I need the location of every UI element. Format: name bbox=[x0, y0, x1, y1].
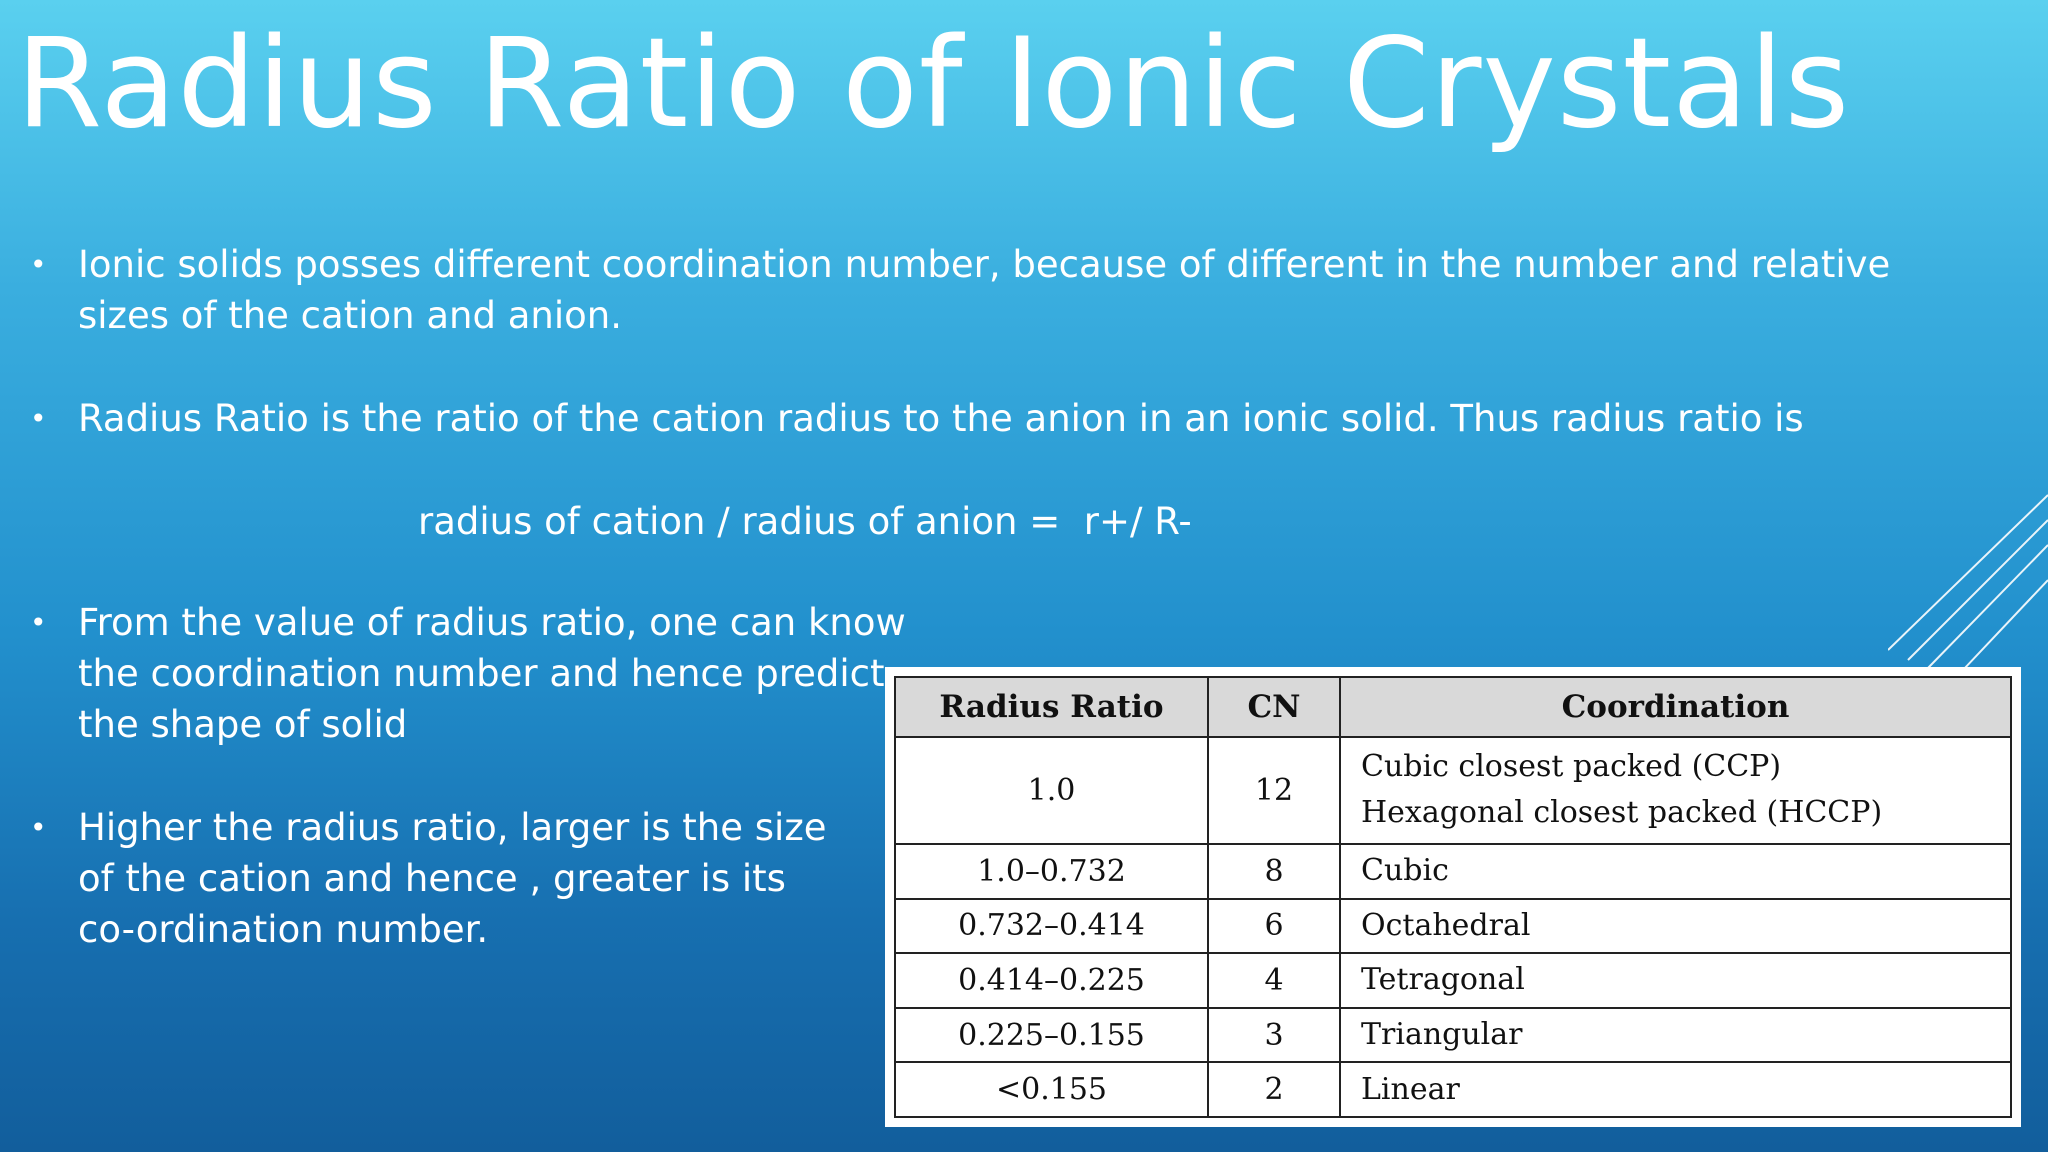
cell-coordination bbox=[1340, 737, 2011, 844]
table-row bbox=[895, 1008, 2011, 1063]
table-row bbox=[895, 737, 2011, 844]
cell-coordination: Tetragonal bbox=[1340, 953, 2011, 1008]
header-radius-ratio: Radius Ratio bbox=[895, 677, 1208, 737]
table-header-row bbox=[895, 677, 2011, 737]
cell-radius-ratio: <0.155 bbox=[895, 1062, 1208, 1117]
bullet-item bbox=[30, 597, 930, 750]
bullet-item bbox=[30, 393, 1990, 444]
header-coordination: Coordination bbox=[1340, 677, 2011, 737]
coordination-line: Hexagonal closest packed (HCCP) bbox=[1361, 795, 1883, 831]
radius-ratio-formula: radius of cation / radius of anion = r+/ R- bbox=[418, 500, 1192, 543]
bullet-icon: • bbox=[30, 606, 47, 639]
table-row bbox=[895, 1062, 2011, 1117]
decorative-lines bbox=[1888, 490, 2048, 680]
table-row bbox=[895, 953, 2011, 1008]
cell-cn: 12 bbox=[1208, 737, 1340, 844]
table-row bbox=[895, 844, 2011, 899]
cell-cn: 2 bbox=[1208, 1062, 1340, 1117]
bullet-text: Radius Ratio is the ratio of the cation radius to the anion in an ionic solid. Thus radius ratio is bbox=[78, 397, 1804, 440]
cell-coordination: Cubic bbox=[1340, 844, 2011, 899]
bullet-icon: • bbox=[30, 248, 47, 281]
slide-title: Radius Ratio of Ionic Crystals bbox=[16, 12, 1851, 156]
cell-cn: 6 bbox=[1208, 899, 1340, 954]
bullet-text: Higher the radius ratio, larger is the size of the cation and hence , greater is its co-ordination number. bbox=[78, 806, 827, 951]
cell-coordination: Octahedral bbox=[1340, 899, 2011, 954]
table-row bbox=[895, 899, 2011, 954]
bullet-text: From the value of radius ratio, one can know the coordination number and hence predict the shape of solid bbox=[78, 601, 906, 746]
bullet-icon: • bbox=[30, 402, 47, 435]
cell-cn: 8 bbox=[1208, 844, 1340, 899]
cell-radius-ratio: 1.0 bbox=[895, 737, 1208, 844]
radius-ratio-table bbox=[885, 667, 2021, 1127]
cell-radius-ratio: 0.732–0.414 bbox=[895, 899, 1208, 954]
header-cn: CN bbox=[1208, 677, 1340, 737]
cell-coordination: Linear bbox=[1340, 1062, 2011, 1117]
cell-radius-ratio: 0.414–0.225 bbox=[895, 953, 1208, 1008]
bullet-item bbox=[30, 239, 1990, 341]
bullet-item bbox=[30, 802, 850, 955]
cell-radius-ratio: 1.0–0.732 bbox=[895, 844, 1208, 899]
cell-radius-ratio: 0.225–0.155 bbox=[895, 1008, 1208, 1063]
bullet-text: Ionic solids posses different coordination number, because of different in the number and relative sizes of the cation and anion. bbox=[78, 243, 1891, 337]
cell-cn: 3 bbox=[1208, 1008, 1340, 1063]
bullet-icon: • bbox=[30, 811, 47, 844]
cell-cn: 4 bbox=[1208, 953, 1340, 1008]
coordination-line: Cubic closest packed (CCP) bbox=[1361, 749, 1782, 785]
cell-coordination: Triangular bbox=[1340, 1008, 2011, 1063]
